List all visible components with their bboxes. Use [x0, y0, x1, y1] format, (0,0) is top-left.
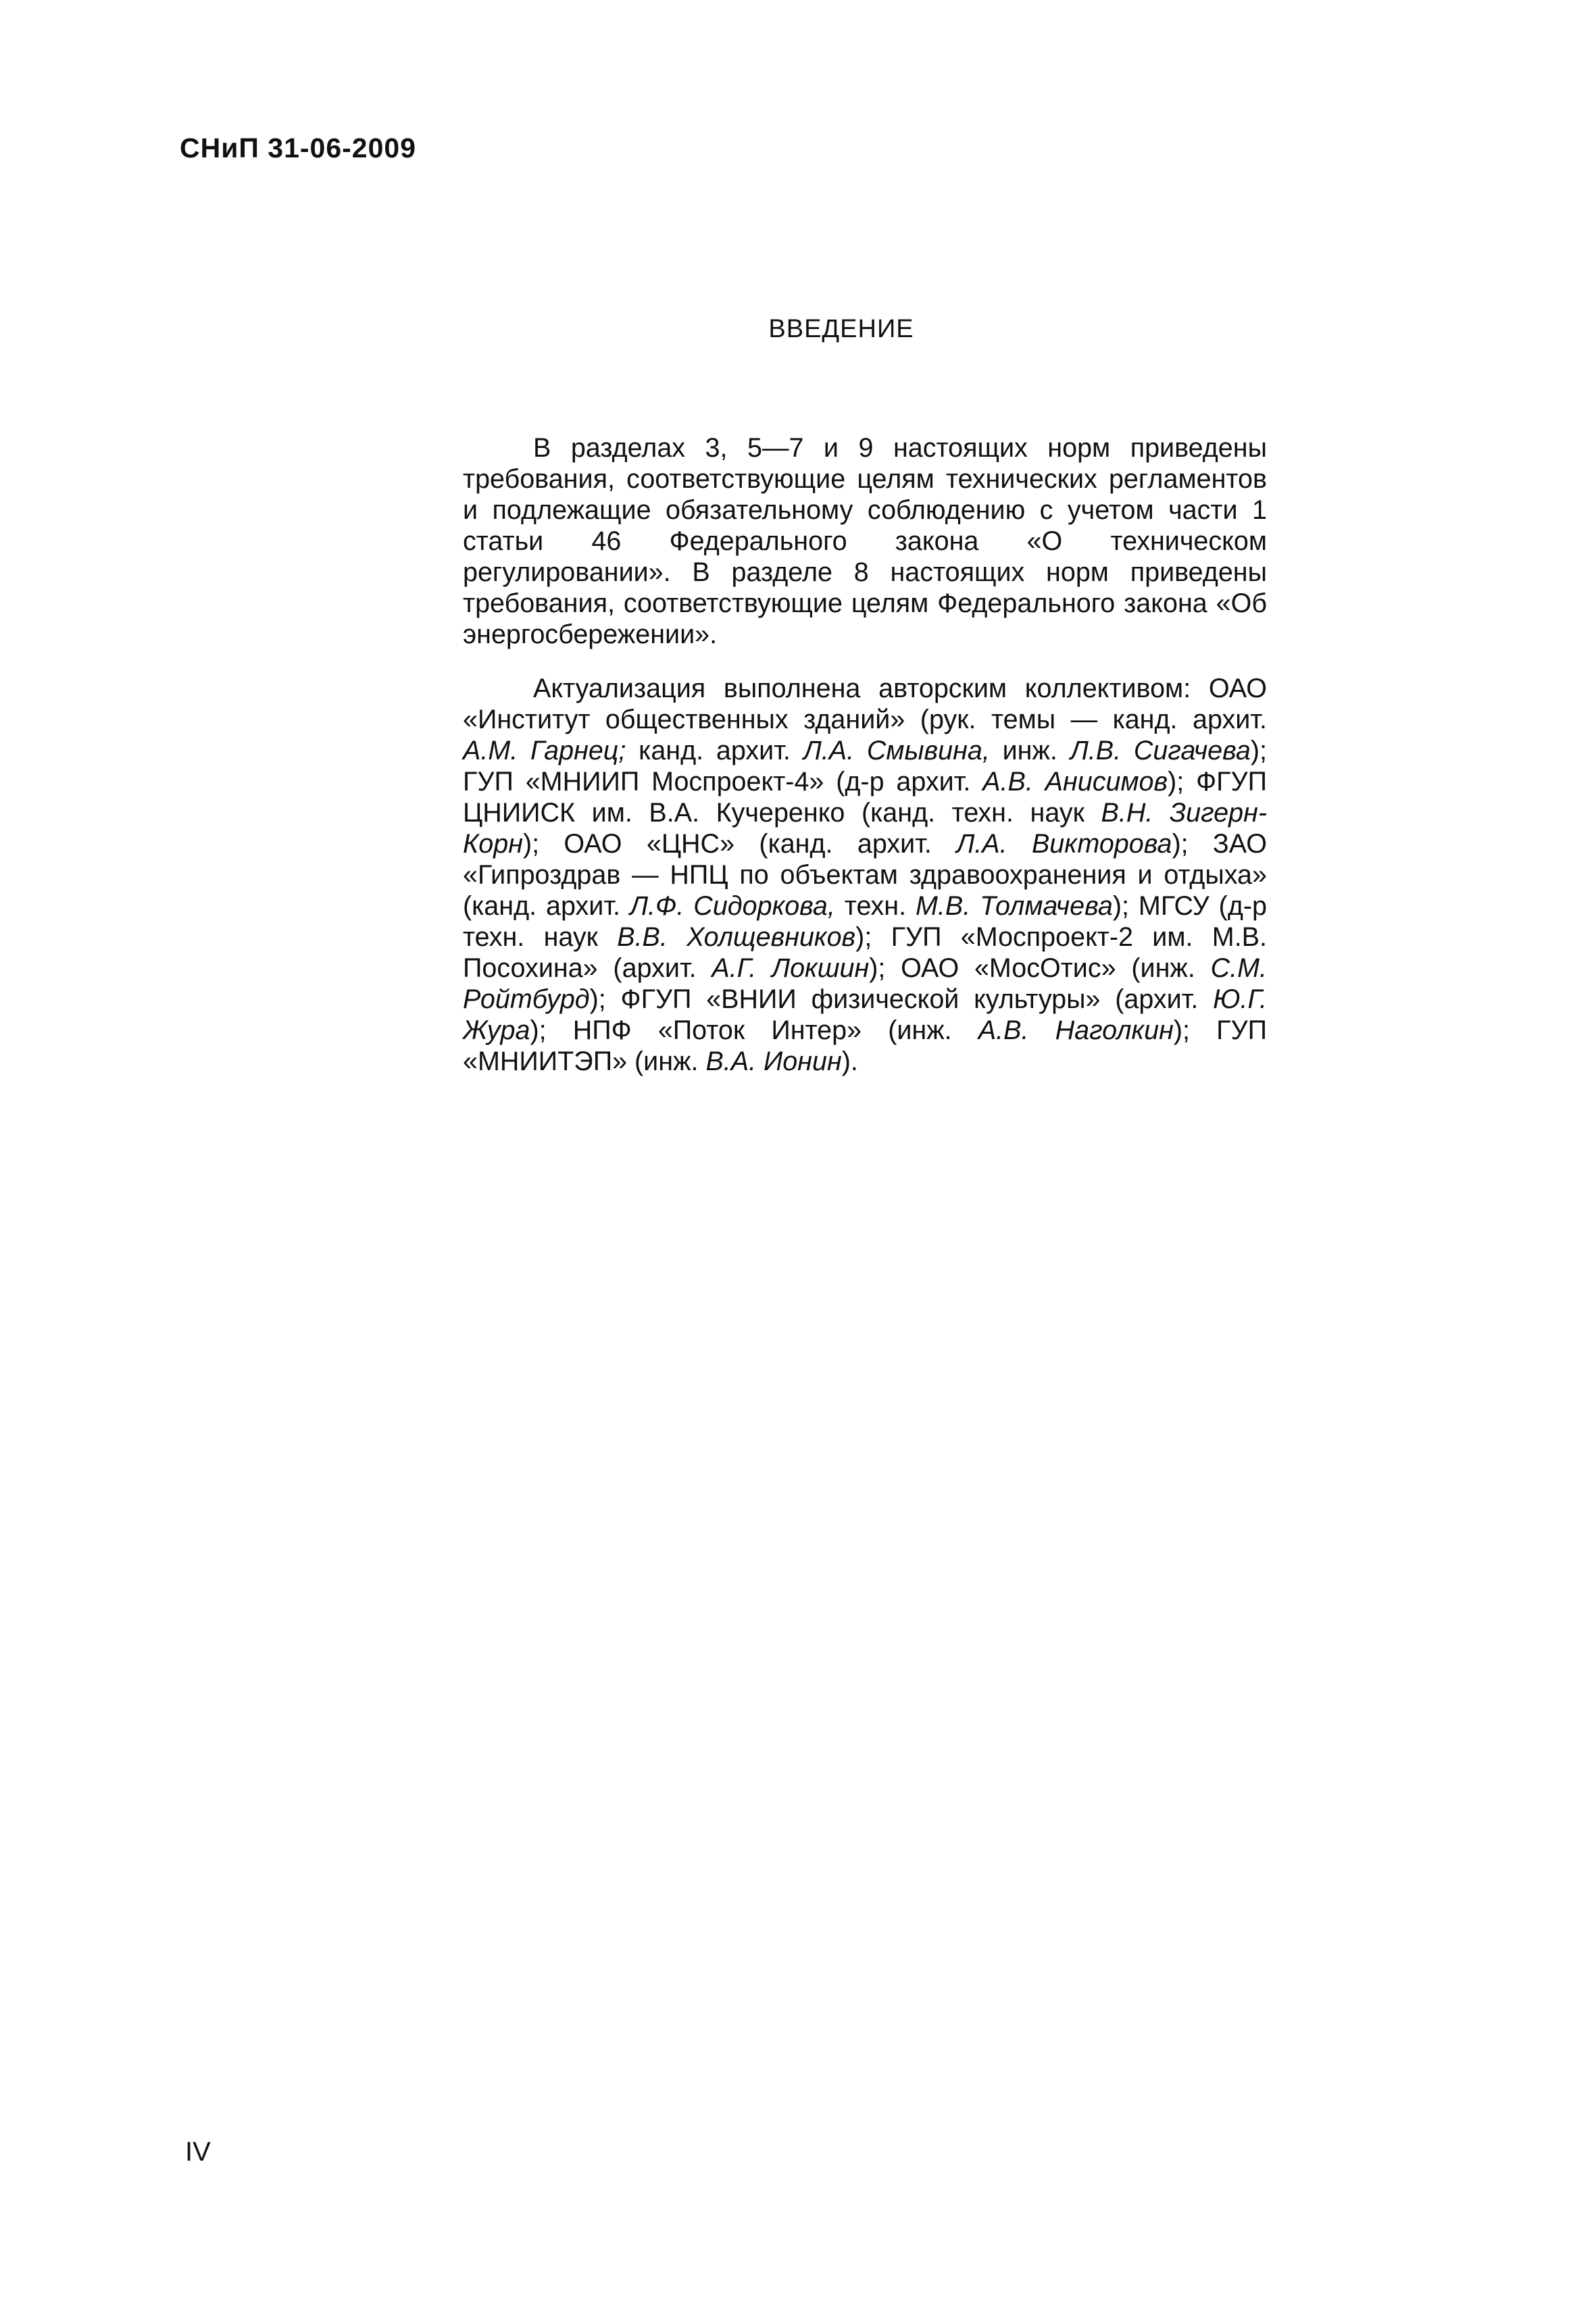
- person-name: В.А. Ионин: [705, 1047, 842, 1076]
- person-name: В.В. Холщевников: [617, 922, 856, 952]
- text-segment: канд. архит.: [626, 736, 803, 765]
- document-body: [463, 432, 1267, 1100]
- person-name: Л.Ф. Сидоркова,: [629, 891, 835, 921]
- person-name: Ю.Г. Жура: [463, 984, 1267, 1045]
- person-name: М.В. Толмачева: [916, 891, 1113, 921]
- text-segment: техн.: [834, 891, 916, 921]
- person-name: А.М. Гарнец;: [463, 736, 626, 765]
- text-segment: ); МГСУ (д-р техн. наук: [463, 891, 1267, 952]
- person-name: А.В. Наголкин: [978, 1015, 1174, 1045]
- text-segment: инж.: [989, 736, 1070, 765]
- person-name: В.Н. Зигерн-Корн: [463, 798, 1267, 859]
- section-title: ВВЕДЕНИЕ: [768, 315, 914, 343]
- text-segment: ); ФГУП «ВНИИ физической культуры» (архит.: [589, 984, 1214, 1014]
- text-segment: ); ГУП «Моспроект-2 им. М.В. Посохина» (архит.: [463, 922, 1267, 983]
- page-number: IV: [185, 2137, 211, 2167]
- paragraph-requirements: В разделах 3, 5—7 и 9 настоящих норм приведены требования, соответствующие целям технических регламентов и подлежащие обязательному соблюдению с учетом части 1 статьи 46 Федерального закона «О техническом регулировании». В разделе 8 настоящих норм приведены требования, соответствующие целям Федерального закона «Об энергосбережении».: [463, 433, 1267, 649]
- paragraph-authors: [463, 673, 1267, 1077]
- text-segment: ); ОАО «ЦНС» (канд. архит.: [522, 829, 957, 859]
- person-name: Л.А. Смывина,: [803, 736, 990, 765]
- person-name: А.Г. Локшин: [712, 953, 870, 983]
- person-name: А.В. Анисимов: [982, 767, 1168, 797]
- document-code: СНиП 31-06-2009: [180, 132, 417, 164]
- text-segment: Актуализация выполнена авторским коллективом: ОАО «Институт общественных зданий» (рук. темы — канд. архит.: [463, 674, 1267, 734]
- person-name: Л.А. Викторова: [956, 829, 1172, 859]
- text-segment: ); ОАО «МосОтис» (инж.: [869, 953, 1211, 983]
- text-segment: ); ГУП «МНИИП Моспроект-4» (д-р архит.: [463, 736, 1267, 797]
- text-segment: ); ЗАО «Гипроздрав — НПЦ по объектам здравоохранения и отдыха» (канд. архит.: [463, 829, 1267, 921]
- text-segment: ); ГУП «МНИИТЭП» (инж.: [463, 1015, 1267, 1076]
- person-name: С.М. Ройтбурд: [463, 953, 1267, 1014]
- person-name: Л.В. Сигачева: [1070, 736, 1251, 765]
- text-segment: ); НПФ «Поток Интер» (инж.: [530, 1015, 978, 1045]
- text-segment: ).: [841, 1047, 858, 1076]
- text-segment: ); ФГУП ЦНИИСК им. В.А. Кучеренко (канд. техн. наук: [463, 767, 1267, 828]
